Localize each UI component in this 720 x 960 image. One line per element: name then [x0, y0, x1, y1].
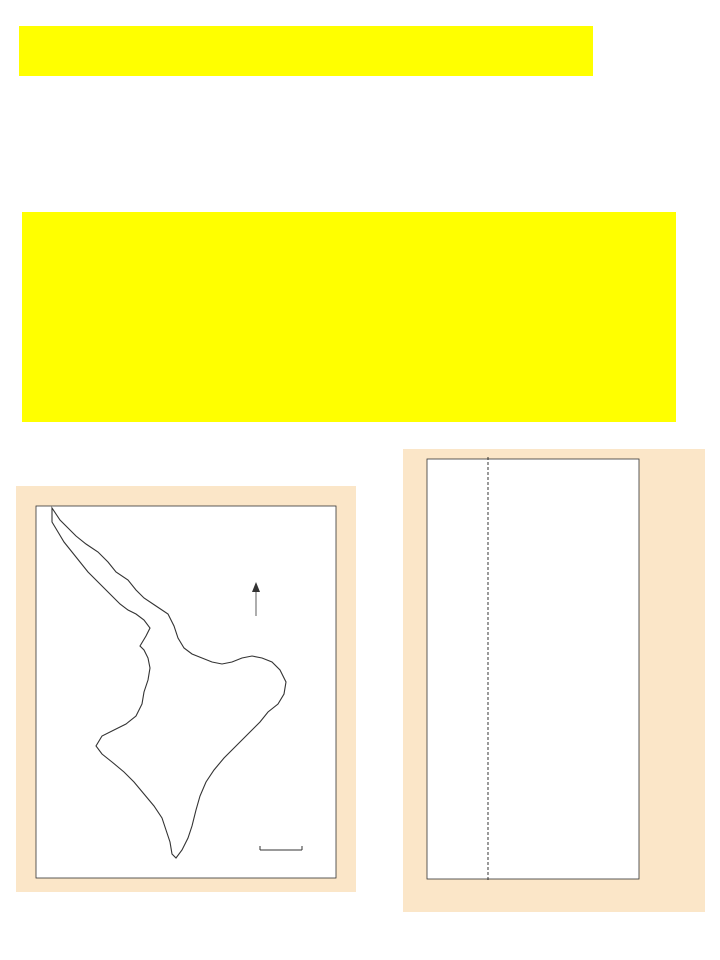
step-4 — [35, 384, 676, 438]
dendrogram-frame — [427, 459, 639, 879]
slide-title — [19, 26, 593, 76]
step-2 — [35, 276, 676, 330]
dendrogram-figure — [403, 449, 705, 912]
step-3 — [35, 330, 676, 384]
step-1 — [35, 222, 676, 276]
map-figure — [16, 486, 356, 892]
steps-box — [22, 212, 676, 422]
